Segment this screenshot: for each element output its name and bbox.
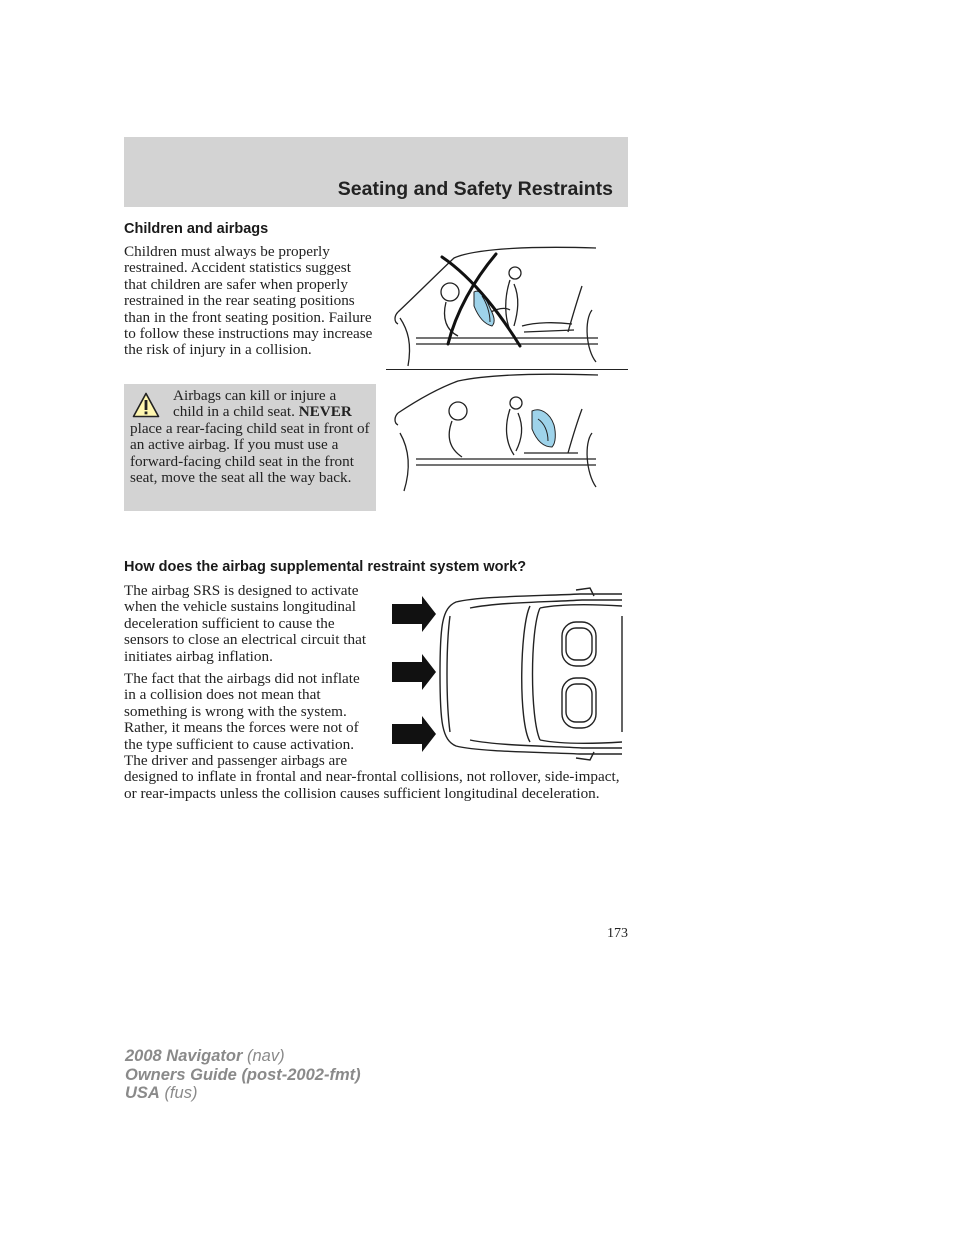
impact-arrow-icon — [392, 596, 436, 632]
child-seat-rear-illustration — [386, 373, 628, 495]
section-title: Seating and Safety Restraints — [337, 178, 613, 200]
section-header-band — [124, 137, 628, 207]
warning-text — [130, 388, 370, 486]
footer-line-1: 2008 Navigator (nav) — [125, 1047, 285, 1065]
warning-never: NEVER — [298, 403, 352, 421]
footer-line-3: USA (fus) — [125, 1084, 198, 1102]
child-seat-front-prohibited-illustration — [386, 240, 628, 372]
srs-heading: How does the airbag supplemental restraint system work? — [124, 559, 527, 575]
impact-arrow-icon — [392, 716, 436, 752]
srs-paragraph-2: The fact that the airbags did not inflate in a collision does not mean that something is wrong with the system. Rather, it means the forces were not of the type sufficient to cause activation. The driver and passenger airbags are designed to inflate in frontal and near-frontal collisions, not rollover, side-impact, or rear-impacts unless the collision causes sufficient longitudinal deceleration. — [124, 670, 620, 802]
srs-paragraph-1: The airbag SRS is designed to activate when the vehicle sustains longitudinal deceleration sufficient to cause the sensors to close an electrical circuit that initiates airbag inflation. — [124, 582, 367, 665]
children-airbags-heading: Children and airbags — [124, 221, 269, 237]
warning-rest: place a rear-facing child seat in front of an active airbag. If you must use a forward-facing child seat in the front seat, move the seat all the way back. — [130, 419, 370, 487]
impact-arrow-icon — [392, 654, 436, 690]
frontal-impact-illustration — [390, 586, 626, 764]
document-footer — [125, 1047, 361, 1103]
footer-line-2: Owners Guide (post-2002-fmt) — [125, 1065, 361, 1084]
children-airbags-paragraph: Children must always be properly restrained. Accident statistics suggest that children are safer when properly restrained in the rear seating positions than in the front seating position. Failure to follow these instructions may increase the risk of injury in a collision. — [124, 243, 373, 359]
warning-lead: Airbags can kill or injure a child in a child seat. — [173, 387, 337, 421]
page-number: 173 — [607, 926, 628, 941]
figure-divider — [386, 369, 628, 370]
warning-box — [124, 384, 376, 511]
